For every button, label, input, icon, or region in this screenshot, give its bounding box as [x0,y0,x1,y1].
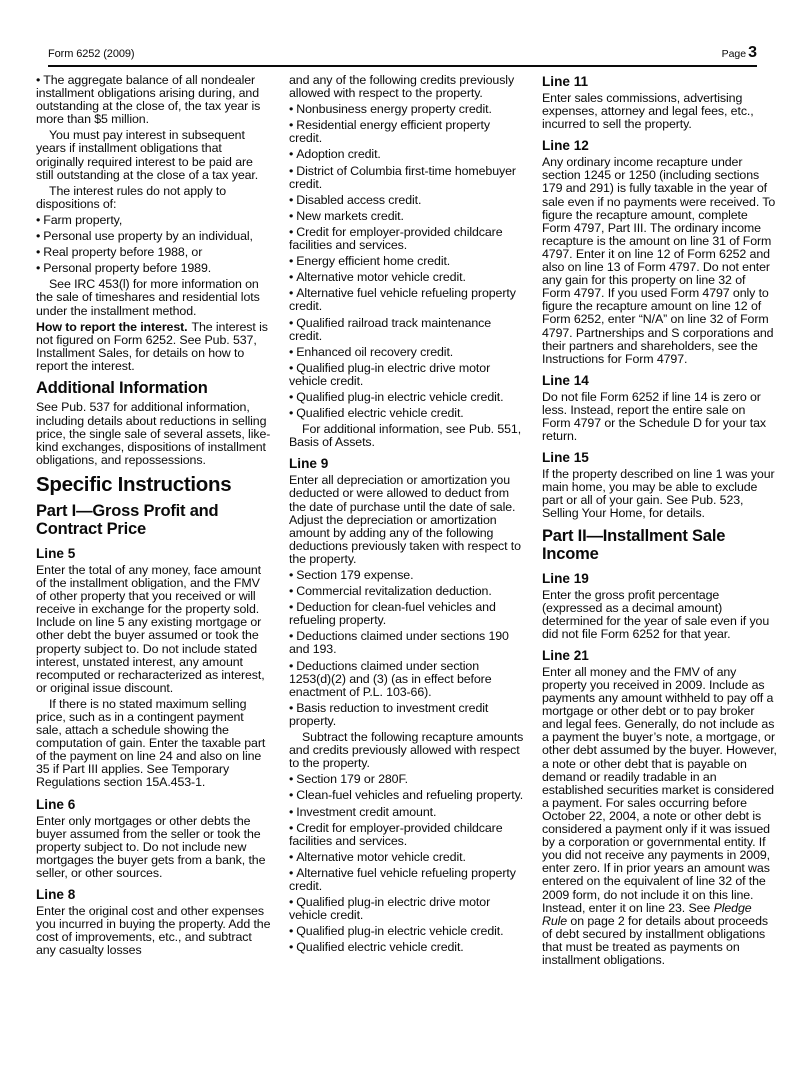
paragraph [542,92,777,131]
page-header [48,44,757,67]
paragraph [289,423,524,449]
text-run: Additional Information [36,378,208,397]
bullet-item [289,660,524,699]
paragraph [36,401,271,466]
bullet-item [289,851,524,864]
text-run: Qualified plug-in electric drive motor vehicle credit. [289,360,491,388]
text-run: Enter the gross profit percentage (expressed as a decimal amount) determined for the year of sale even if you did not file Form 6252 for that year. [542,587,770,641]
bullet-icon: • [289,772,294,787]
paragraph [36,698,271,790]
text-run: Alternative fuel vehicle refueling property credit. [289,286,516,314]
document-page [0,44,800,1079]
text-run: Investment credit amount. [296,804,437,819]
text-run: Enhanced oil recovery credit. [296,344,454,359]
bullet-item [289,822,524,848]
bullet-icon: • [289,254,294,269]
bullet-item [289,210,524,223]
bullet-item [289,407,524,420]
paragraph [289,474,524,566]
bullet-item [289,702,524,728]
text-run: Qualified electric vehicle credit. [296,406,464,421]
text-run: on page 2 for details about proceeds of debt secured by installment obligations that must be treated as payments on installment obligations. [542,913,768,967]
bullet-icon: • [289,315,294,330]
paragraph [542,156,777,366]
paragraph [542,589,777,641]
bullet-icon: • [289,118,294,133]
bullet-icon: • [289,147,294,162]
bullet-item [289,867,524,893]
text-run: Enter all money and the FMV of any property you received in 2009. Include as payments any amount withheld to pay off a mortgage or other debt or to pay broker and legal fees. Generally, do not include as a payment the buyer’s note, a mortgage, or other debt assumed by the buyer. However, a note or other debt that is payable on demand or readily tradable in an established securities market is considered a payment. For sales occurring before October 22, 2004, a note or other debt is considered a payment only if it was issued by a corporation or governmental entity. If you did not receive any payments in 2009, enter zero. If in prior years an amount was entered on the equivalent of line 32 of the 2009 form, do not include it on this line. Instead, enter it on line 23. See [542,664,777,915]
text-run: Commercial revitalization deduction. [296,584,492,599]
bullet-icon: • [289,788,294,803]
text-run: Personal property before 1989. [43,261,212,276]
bullet-icon: • [36,212,41,227]
bullet-item [289,925,524,938]
bullet-item [289,630,524,656]
bullet-icon: • [36,73,41,87]
text-run: Subtract the following recapture amounts and credits previously allowed with respect to the property. [289,730,524,771]
text-run: Farm property, [43,212,123,227]
bullet-icon: • [36,261,41,276]
bullet-item [289,569,524,582]
text-run: Line 9 [289,456,329,472]
bullet-item [36,230,271,243]
text-run: and any of the following credits previously allowed with respect to the property. [289,73,515,101]
bullet-icon: • [36,229,41,244]
bullet-icon: • [289,406,294,421]
text-run: The interest rules do not apply to dispositions of: [36,183,227,211]
text-run: New markets credit. [296,208,404,223]
section-heading [36,502,271,539]
bullet-item [289,773,524,786]
bullet-item [289,789,524,802]
text-run: Line 14 [542,372,589,388]
page-indicator [722,44,757,62]
bullet-icon: • [289,208,294,223]
paragraph [36,185,271,211]
paragraph [36,129,271,181]
column-middle [289,74,524,970]
text-run: Specific Instructions [36,472,232,496]
bullet-item [36,262,271,275]
bullet-item [36,246,271,259]
section-heading [36,379,271,398]
line-heading [36,797,271,812]
text-run: Line 21 [542,647,589,663]
text-run: For additional information, see Pub. 551, Basis of Assets. [289,422,522,450]
paragraph [36,905,271,957]
bullet-item [36,214,271,227]
bullet-icon: • [289,344,294,359]
text-run: Enter all depreciation or amortization you deducted or were allowed to deduct from the date of purchase until the date of sale. Adjust the depreciation or amortization amount by adding any of the following deductions previously taken with respect to the property. [289,473,521,566]
bullet-icon: • [36,245,41,260]
text-run: Qualified railroad track maintenance credit. [289,315,492,343]
content-columns [36,74,777,970]
bullet-item [289,806,524,819]
bullet-item [289,148,524,161]
section-heading [542,527,777,564]
bullet-icon: • [289,700,294,715]
text-run: Any ordinary income recapture under section 1245 or 1250 (including sections 179 and 291) is fully taxable in the year of sale even if no payments were received. To figure the recapture amount, complete Form 4797, Part III. The ordinary income recapture is the amount on line 31 of Form 4797. Enter it on line 12 of Form 6252 and also on line 13 of Form 4797. Do not enter any gain for this property on line 32 of Form 4797. If you used Form 4797 only to figure the recapture amount on line 12 of Form 6252, enter “N/A” on line 32 of Form 4797. Partnerships and S corporations and their partners and shareholders, see the Instructions for Form 4797. [542,155,776,366]
bullet-item [289,391,524,404]
bullet-item [289,601,524,627]
text-run: Enter sales commissions, advertising expenses, attorney and legal fees, etc., incurred to sell the property. [542,91,754,132]
line-heading [289,456,524,471]
text-run: Deductions claimed under section 1253(d)(2) and (3) (as in effect before enactment of P.L. 103-66). [289,658,492,699]
text-run: Credit for employer-provided childcare facilities and services. [289,820,503,848]
bullet-icon: • [289,270,294,285]
text-run: Line 8 [36,887,76,902]
paragraph [36,278,271,317]
text-run: The aggregate balance of all nondealer installment obligations arising during, and outstanding at the close of, the tax year is more than $5 million. [36,73,261,127]
bullet-item [289,896,524,922]
text-run: Qualified electric vehicle credit. [296,940,464,955]
text-run: Enter the total of any money, face amount of the installment obligation, and the FMV of other property that you received or will receive in exchange for the property sold. Include on line 5 any existing mortgage or other debt the buyer assumed or took the property subject to. Do not include stated interest, unstated interest, any amount recomputed or recharacterized as interest, or original issue discount. [36,562,265,695]
paragraph [36,815,271,880]
bullet-item [289,271,524,284]
text-run: Basis reduction to investment credit property. [289,700,489,728]
text-run: If there is no stated maximum selling price, such as in a contingent payment sale, attach a schedule showing the computation of gain. Enter the taxable part of the payment on line 24 and also on line 35 if Part III applies. See Temporary Regulations section 15A.453-1. [36,696,266,790]
bullet-icon: • [289,584,294,599]
line-heading [542,74,777,89]
text-run: You must pay interest in subsequent years if installment obligations that originally required interest to be paid are still outstanding at the close of a tax year. [36,128,259,182]
bullet-item [289,941,524,954]
bullet-icon: • [289,940,294,955]
text-run: Line 12 [542,138,589,154]
text-run: Deductions claimed under sections 190 and 193. [289,629,509,657]
text-run: Line 5 [36,545,76,561]
text-run: Section 179 expense. [296,568,414,582]
line-heading [542,571,777,586]
bullet-item [289,255,524,268]
text-run: Real property before 1988, or [43,245,203,260]
paragraph [542,666,777,967]
column-right [542,74,777,970]
text-run: Line 6 [36,796,76,812]
bullet-item [289,119,524,145]
text-run: Section 179 or 280F. [296,772,408,787]
text-run: Disabled access credit. [296,192,422,207]
text-run: See IRC 453(l) for more information on the sale of timeshares and residential lots under the installment method. [36,277,260,318]
bullet-item [289,165,524,191]
bullet-item [289,226,524,252]
bullet-icon: • [289,895,294,910]
page-word: Page [721,48,747,60]
bullet-item [289,585,524,598]
bullet-item [289,194,524,207]
italic-text-run: Pledge Rule [542,900,752,928]
text-run: Qualified plug-in electric vehicle credit. [296,924,504,939]
bullet-icon: • [289,629,294,644]
text-run: Nonbusiness energy property credit. [296,102,492,117]
text-run: Alternative motor vehicle credit. [296,849,466,864]
text-run: Line 11 [542,74,589,89]
text-run: Energy efficient home credit. [296,254,451,269]
text-run: Part II—Installment Sale Income [542,526,726,564]
bullet-item [289,103,524,116]
bullet-item [36,74,271,126]
bullet-icon: • [289,163,294,178]
paragraph [289,731,524,770]
bullet-icon: • [289,600,294,615]
paragraph [36,321,271,373]
bullet-icon: • [289,820,294,835]
text-run: Qualified plug-in electric vehicle credit. [296,389,504,404]
bullet-item [289,287,524,313]
line-heading [542,450,777,465]
text-run: If the property described on line 1 was your main home, you may be able to exclude part or all of your gain. See Pub. 523, Selling Your Home, for details. [542,467,775,521]
line-heading [542,373,777,388]
text-run: The interest is not figured on Form 6252. See Pub. 537, Installment Sales, for details on how to report the interest. [36,319,268,373]
major-heading [36,474,271,496]
text-run: Residential energy efficient property credit. [289,118,490,146]
bullet-item [289,346,524,359]
text-run: Line 15 [542,450,589,466]
bullet-icon: • [289,849,294,864]
line-heading [36,546,271,561]
text-run: Do not file Form 6252 if line 14 is zero or less. Instead, report the entire sale on Form 4797 or the Schedule D for your tax return. [542,389,766,444]
bold-lead-text: How to report the interest. [36,319,188,334]
paragraph [289,74,524,100]
bullet-icon: • [289,804,294,819]
paragraph [542,468,777,520]
paragraph [36,564,271,695]
bullet-icon: • [289,568,294,582]
column-left [36,74,271,970]
bullet-icon: • [289,360,294,375]
text-run: Personal use property by an individual, [43,229,253,244]
bullet-icon: • [289,102,294,117]
text-run: District of Columbia first-time homebuyer credit. [289,163,516,191]
bullet-item [289,317,524,343]
text-run: Deduction for clean-fuel vehicles and refueling property. [289,600,496,628]
line-heading [542,648,777,663]
text-run: See Pub. 537 for additional information, including details about reductions in selling price, the single sale of several assets, like-kind exchanges, dispositions of installment obligations, and repossessions. [36,400,271,467]
text-run: Credit for employer-provided childcare facilities and services. [289,224,503,253]
text-run: Clean-fuel vehicles and refueling property. [296,788,524,803]
text-run: Alternative fuel vehicle refueling property credit. [289,865,516,893]
text-run: Enter the original cost and other expenses you incurred in buying the property. Add the cost of improvements, etc., and subtract any casualty losses [36,904,271,958]
bullet-icon: • [289,865,294,880]
bullet-icon: • [289,389,294,404]
line-heading [36,887,271,902]
text-run: Part I—Gross Profit and Contract Price [36,501,219,539]
page-number: 3 [748,44,757,61]
text-run: Qualified plug-in electric drive motor vehicle credit. [289,895,491,923]
paragraph [542,391,777,443]
bullet-icon: • [289,286,294,301]
form-number: Form 6252 (2009) [48,48,135,60]
text-run: Adoption credit. [296,147,381,162]
bullet-icon: • [289,224,294,239]
bullet-item [289,362,524,388]
line-heading [542,138,777,153]
text-run: Alternative motor vehicle credit. [296,270,466,285]
bullet-icon: • [289,658,294,673]
bullet-icon: • [289,192,294,207]
text-run: Line 19 [542,570,589,586]
bullet-icon: • [289,924,294,939]
text-run: Enter only mortgages or other debts the buyer assumed from the seller or took the property subject to. Do not include new mortgages the buyer gets from a bank, the seller, or other sources. [36,813,266,880]
